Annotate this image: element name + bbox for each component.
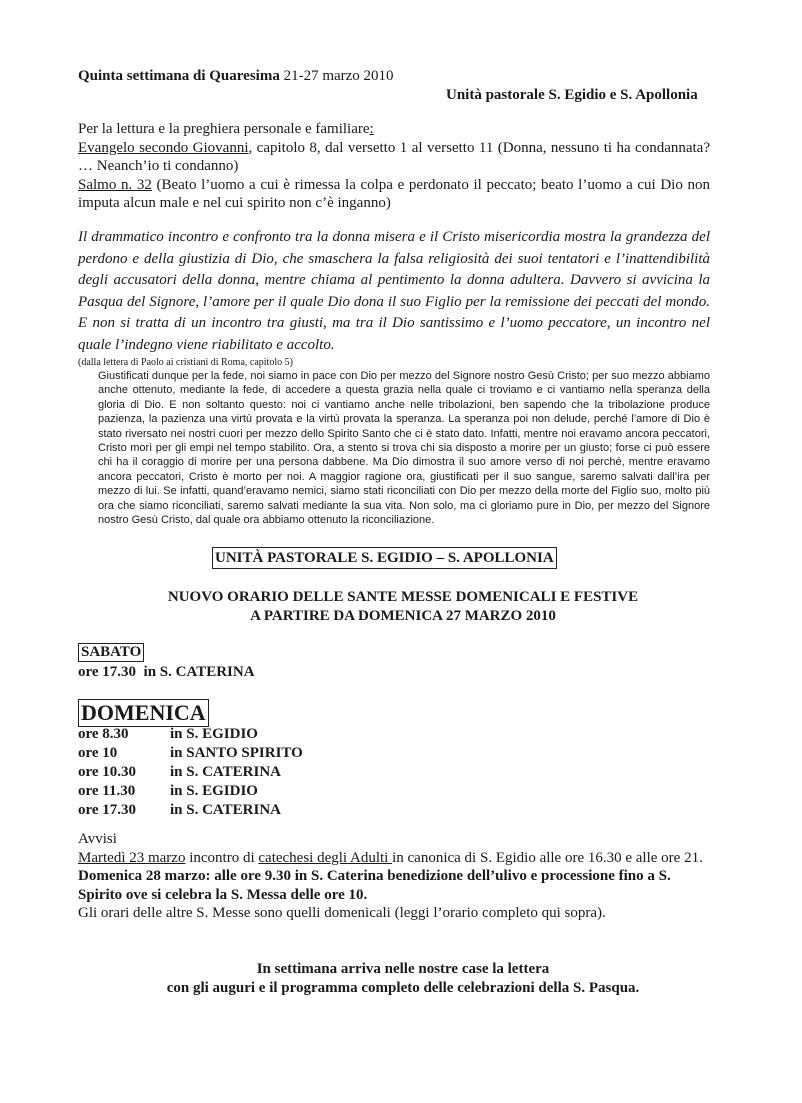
header-week-title: Quinta settimana di Quaresima (78, 68, 280, 84)
gospel-reading (78, 139, 710, 176)
parish-unit-title (212, 547, 557, 569)
gospel-text: , capitolo 8, dal versetto 1 al versetto 11 (Donna, nessuno ti ha condannata? … Neanch’io ti condanno) (78, 139, 711, 174)
schedule-time: ore 10 (78, 745, 118, 761)
schedule-place: in S. EGIDIO (170, 726, 258, 742)
notice-palm-sunday: Domenica 28 marzo: alle ore 9.30 in S. Caterina benedizione dell’ulivo e processione fino a S. Spirito ove si celebra la S. Messa delle ore 10. (78, 868, 671, 903)
notice-tuesday (78, 849, 718, 868)
final-notice (78, 960, 728, 997)
psalm-label: Salmo n. 32 (78, 176, 152, 193)
gospel-label: Evangelo secondo Giovanni (78, 139, 249, 156)
new-schedule-heading (78, 588, 728, 626)
schedule-place: in S. CATERINA (170, 764, 281, 780)
saturday-heading (78, 643, 144, 662)
intro-colon: : (369, 121, 374, 137)
intro-text: Per la lettura e la preghiera personale e familiare (78, 121, 370, 137)
schedule-place: in SANTO SPIRITO (170, 745, 303, 761)
notices (78, 830, 718, 923)
commentary: Il drammatico incontro e confronto tra la donna misera e il Cristo misericordia mostra la grandezza del perdono e della giustizia di Dio, che smaschera la falsa religiosità dei suoi tentatori e l’inattendibilità degli accusatori della donna, mentre chiama al pentimento la donna adultera. Davvero si avvicina la Pasqua del Signore, l’amore per il quale Dio dona il suo Figlio per la remissione dei peccati del mondo. E non si tratta di un incontro tra giusti, ma tra il Dio santissimo e l’uomo peccatore, un incontro nel quale l’indegno viene riabilitato e accolto. (78, 229, 710, 353)
schedule-place: in S. CATERINA (170, 802, 281, 818)
sunday-heading (78, 699, 209, 727)
schedule-row (78, 801, 303, 820)
schedule-row (78, 763, 303, 782)
header-week (78, 68, 394, 85)
notices-title: Avvisi (78, 831, 117, 847)
parish-unit-box: UNITÀ PASTORALE S. EGIDIO – S. APOLLONIA (212, 547, 557, 569)
letter-text: Giustificati dunque per la fede, noi siamo in pace con Dio per mezzo del Signore nostro Gesù Cristo; per suo mezzo abbiamo anche ottenuto, mediante la fede, di accedere a questa grazia nella quale ci troviamo e ci vantiamo nella speranza della gloria di Dio. E non soltanto questo: noi ci vantiamo anche nelle tribolazioni, ben sapendo che la tribolazione produce pazienza, la pazienza una virtù provata e la virtù provata la speranza. La speranza poi non delude, perché l’amore di Dio è stato riversato nei nostri cuori per mezzo dello Spirito Santo che ci è stato dato. Infatti, mentre noi eravamo ancora peccatori, Cristo morì per gli empi nel tempo stabilito. Ora, a stento si trova chi sia disposto a morire per un giusto; forse ci può essere chi ha il coraggio di morire per una persona dabbene. Ma Dio dimostra il suo amore verso di noi perché, mentre eravamo ancora peccatori, Cristo è morto per noi. A maggior ragione ora, giustificati per il suo sangue, saremo salvati dall’ira per mezzo di lui. Se infatti, quand’eravamo nemici, siamo stati riconciliati con Dio per mezzo della morte del Figlio suo, molto più ora che siamo riconciliati, saremo salvati mediante la sua vita. Non solo, ma ci gloriamo pure in Dio, per mezzo del Signore nostro Gesù Cristo, dal quale ora abbiamo ottenuto la riconciliazione. (98, 370, 710, 527)
notice-tuesday-text: incontro di (185, 849, 259, 866)
new-schedule-line1: NUOVO ORARIO DELLE SANTE MESSE DOMENICALI E FESTIVE (167, 589, 639, 605)
notice-catechesis: catechesi degli Adulti (258, 849, 393, 866)
sunday-schedule (78, 725, 303, 820)
header-week-dates: 21-27 marzo 2010 (279, 68, 394, 84)
psalm-text: (Beato l’uomo a cui è rimessa la colpa e perdonato il peccato; beato l’uomo a cui Dio non imputa alcun male e nel cui spirito non c’è inganno) (78, 176, 710, 211)
new-schedule-line2: A PARTIRE DA DOMENICA 27 MARZO 2010 (250, 608, 556, 624)
final-line2: con gli auguri e il programma completo delle celebrazioni della S. Pasqua. (166, 979, 640, 996)
intro-readings (78, 120, 710, 213)
intro-line (78, 120, 710, 139)
schedule-time: ore 17.30 (78, 802, 137, 818)
letter-source: (dalla lettera di Paolo ai cristiani di Roma, capitolo 5) (78, 357, 293, 368)
psalm-reading (78, 176, 710, 213)
saturday-label: SABATO (78, 643, 144, 662)
schedule-row (78, 744, 303, 763)
notice-tuesday-rest: in canonica di S. Egidio alle ore 16.30 e alle ore 21. (392, 849, 703, 866)
notice-tuesday-date: Martedì 23 marzo (78, 849, 186, 866)
saturday-mass: ore 17.30 in S. CATERINA (78, 664, 255, 680)
schedule-time: ore 10.30 (78, 764, 137, 780)
final-line1: In settimana arriva nelle nostre case la lettera (256, 961, 550, 977)
schedule-time: ore 11.30 (78, 783, 136, 799)
schedule-row (78, 782, 303, 801)
schedule-time: ore 8.30 (78, 726, 129, 742)
schedule-row (78, 725, 303, 744)
schedule-place: in S. EGIDIO (170, 783, 258, 799)
header-parish: Unità pastorale S. Egidio e S. Apollonia (446, 87, 698, 103)
sunday-label: DOMENICA (78, 699, 209, 727)
notice-other-masses: Gli orari delle altre S. Messe sono quelli domenicali (leggi l’orario completo qui sopra). (78, 905, 606, 921)
